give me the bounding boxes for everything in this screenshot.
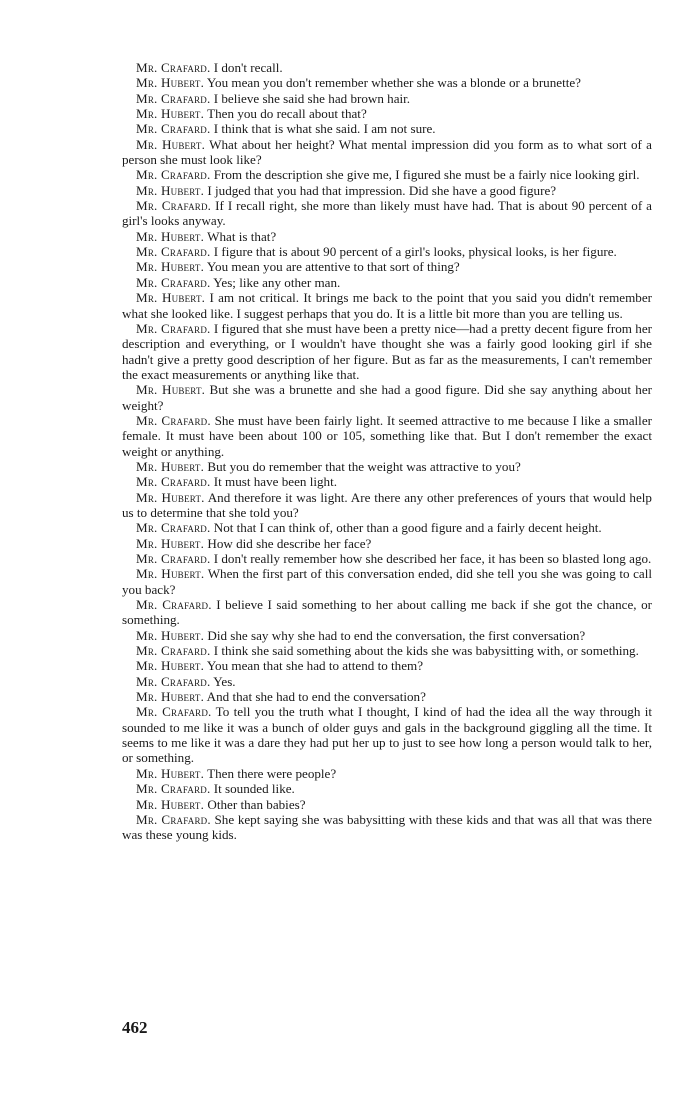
speaker-name: Mr. Crafard. <box>136 474 211 490</box>
testimony-paragraph <box>122 781 652 796</box>
speaker-name: Mr. Hubert. <box>136 535 205 551</box>
speech-text: But she was a brunette and she had a good figure. Did she say anything about her weight? <box>122 382 652 413</box>
testimony-paragraph <box>122 106 652 121</box>
speaker-name: Mr. Hubert. <box>136 689 205 705</box>
speaker-name: Mr. Hubert. <box>136 489 205 505</box>
transcript-page <box>122 60 652 843</box>
testimony-paragraph <box>122 551 652 566</box>
speech-text: And therefore it was light. Are there any other preferences of yours that would help us to determine that she told you? <box>122 489 652 520</box>
speech-text: When the first part of this conversation ended, did she tell you she was going to call you back? <box>122 566 652 597</box>
speaker-name: Mr. Hubert. <box>136 136 206 152</box>
testimony-paragraph <box>122 658 652 673</box>
speech-text: Not that I can think of, other than a good figure and a fairly decent height. <box>213 520 602 536</box>
speech-text: You mean you don't remember whether she was a blonde or a brunette? <box>206 75 581 91</box>
speaker-name: Mr. Crafard. <box>136 412 211 428</box>
speech-text: And that she had to end the conversation? <box>206 689 426 705</box>
testimony-paragraph <box>122 321 652 382</box>
speaker-name: Mr. Crafard. <box>136 551 211 566</box>
testimony-paragraph <box>122 459 652 474</box>
speaker-name: Mr. Crafard. <box>136 520 211 536</box>
testimony-paragraph <box>122 75 652 90</box>
testimony-paragraph <box>122 244 652 259</box>
speaker-name: Mr. Hubert. <box>136 106 205 122</box>
testimony-paragraph <box>122 689 652 704</box>
testimony-paragraph <box>122 566 652 597</box>
testimony-paragraph <box>122 674 652 689</box>
speech-text: What about her height? What mental impression did you form as to what sort of a person she must look like? <box>122 136 652 168</box>
speech-text: Yes. <box>213 673 236 689</box>
testimony-paragraph <box>122 628 652 643</box>
speaker-name: Mr. Hubert. <box>136 182 205 198</box>
speaker-name: Mr. Crafard. <box>136 198 212 214</box>
speech-text: I think that is what she said. I am not sure. <box>213 121 436 137</box>
speech-text: I figure that is about 90 percent of a girl's looks, physical looks, is her figure. <box>213 244 617 260</box>
speech-text: Other than babies? <box>207 796 306 812</box>
speaker-name: Mr. Hubert. <box>136 259 205 275</box>
speech-text: From the description she give me, I figured she must be a fairly nice looking girl. <box>213 167 640 183</box>
speech-text: Then you do recall about that? <box>207 106 367 122</box>
speech-text: I believe she said she had brown hair. <box>213 90 411 106</box>
speaker-name: Mr. Crafard. <box>136 811 211 827</box>
speaker-name: Mr. Hubert. <box>136 75 205 91</box>
testimony-paragraph <box>122 520 652 535</box>
speech-text: She kept saying she was babysitting with these kids and that was all that was there was these young kids. <box>122 811 652 843</box>
testimony-paragraph <box>122 413 652 459</box>
speech-text: She must have been fairly light. It seemed attractive to me because I like a smaller female. It must have been about 100 or 105, something like that. But I don't remember the exact weight or anything. <box>122 412 652 459</box>
page-number: 462 <box>122 1018 148 1037</box>
testimony-paragraph <box>122 137 652 168</box>
speaker-name: Mr. Crafard. <box>136 60 211 75</box>
speech-text: What is that? <box>207 228 277 244</box>
speaker-name: Mr. Hubert. <box>136 566 205 582</box>
speaker-name: Mr. Hubert. <box>136 658 205 674</box>
testimony-paragraph <box>122 597 652 628</box>
speech-text: I figured that she must have been a pretty nice—had a pretty decent figure from her description and everything, or I wouldn't have thought she was a fairly good looking girl if she hadn't give a pretty good description of her figure. But as far as the measurements, I can't remember the exact measurements or anything like that. <box>122 320 652 382</box>
speech-text: It sounded like. <box>213 781 295 797</box>
speaker-name: Mr. Crafard. <box>136 704 212 720</box>
testimony-paragraph <box>122 290 652 321</box>
testimony-paragraph <box>122 91 652 106</box>
speaker-name: Mr. Hubert. <box>136 796 205 812</box>
speaker-name: Mr. Hubert. <box>136 290 206 306</box>
speaker-name: Mr. Hubert. <box>136 627 205 643</box>
speaker-name: Mr. Crafard. <box>136 121 211 137</box>
speech-text: Yes; like any other man. <box>213 274 341 290</box>
testimony-paragraph <box>122 60 652 75</box>
speaker-name: Mr. Crafard. <box>136 320 211 336</box>
testimony-paragraph <box>122 643 652 658</box>
speech-text: Then there were people? <box>207 765 337 781</box>
testimony-paragraph <box>122 766 652 781</box>
speech-text: But you do remember that the weight was attractive to you? <box>207 458 521 474</box>
speaker-name: Mr. Crafard. <box>136 597 212 613</box>
testimony-paragraph <box>122 275 652 290</box>
speech-text: How did she describe her face? <box>207 535 372 551</box>
speech-text: I believe I said something to her about calling me back if she got the chance, or something. <box>122 597 652 628</box>
speech-text: It must have been light. <box>213 474 338 490</box>
speech-text: Did she say why she had to end the conversation, the first conversation? <box>207 627 586 643</box>
speech-text: If I recall right, she more than likely must have had. That is about 90 percent of a girl's looks anyway. <box>122 198 652 229</box>
speech-text: To tell you the truth what I thought, I kind of had the idea all the way through it sounded to me like it was a bunch of older guys and gals in the background giggling all the time. It seems to me like it was a dare they had put her up to just to see how long a person would talk to her, or something. <box>122 704 652 766</box>
speaker-name: Mr. Crafard. <box>136 90 211 106</box>
testimony-paragraph <box>122 812 652 843</box>
testimony-paragraph <box>122 382 652 413</box>
testimony-paragraph <box>122 198 652 229</box>
testimony-paragraph <box>122 259 652 274</box>
speaker-name: Mr. Crafard. <box>136 244 211 260</box>
testimony-paragraph <box>122 121 652 136</box>
speech-text: I am not critical. It brings me back to the point that you said you didn't remember what she looked like. I suggest perhaps that you do. It is a little bit more than you are telling us. <box>122 290 652 321</box>
speech-text: You mean that she had to attend to them? <box>206 658 424 674</box>
speaker-name: Mr. Crafard. <box>136 167 211 183</box>
testimony-paragraph <box>122 229 652 244</box>
speaker-name: Mr. Crafard. <box>136 781 211 797</box>
testimony-paragraph <box>122 797 652 812</box>
speech-text: I think she said something about the kids she was babysitting with, or something. <box>213 643 639 659</box>
testimony-paragraph <box>122 704 652 765</box>
testimony-paragraph <box>122 183 652 198</box>
speech-text: You mean you are attentive to that sort of thing? <box>206 259 460 275</box>
testimony-paragraph <box>122 167 652 182</box>
testimony-body <box>122 60 652 843</box>
speaker-name: Mr. Hubert. <box>136 228 205 244</box>
testimony-paragraph <box>122 490 652 521</box>
testimony-paragraph <box>122 536 652 551</box>
speaker-name: Mr. Hubert. <box>136 458 205 474</box>
speaker-name: Mr. Crafard. <box>136 673 211 689</box>
speaker-name: Mr. Crafard. <box>136 274 211 290</box>
speech-text: I judged that you had that impression. Did she have a good figure? <box>207 182 557 198</box>
speech-text: I don't really remember how she described her face, it has been so blasted long ago. <box>213 551 652 566</box>
speaker-name: Mr. Hubert. <box>136 765 205 781</box>
speech-text: I don't recall. <box>213 60 283 75</box>
speaker-name: Mr. Crafard. <box>136 643 211 659</box>
speaker-name: Mr. Hubert. <box>136 382 206 398</box>
testimony-paragraph <box>122 474 652 489</box>
